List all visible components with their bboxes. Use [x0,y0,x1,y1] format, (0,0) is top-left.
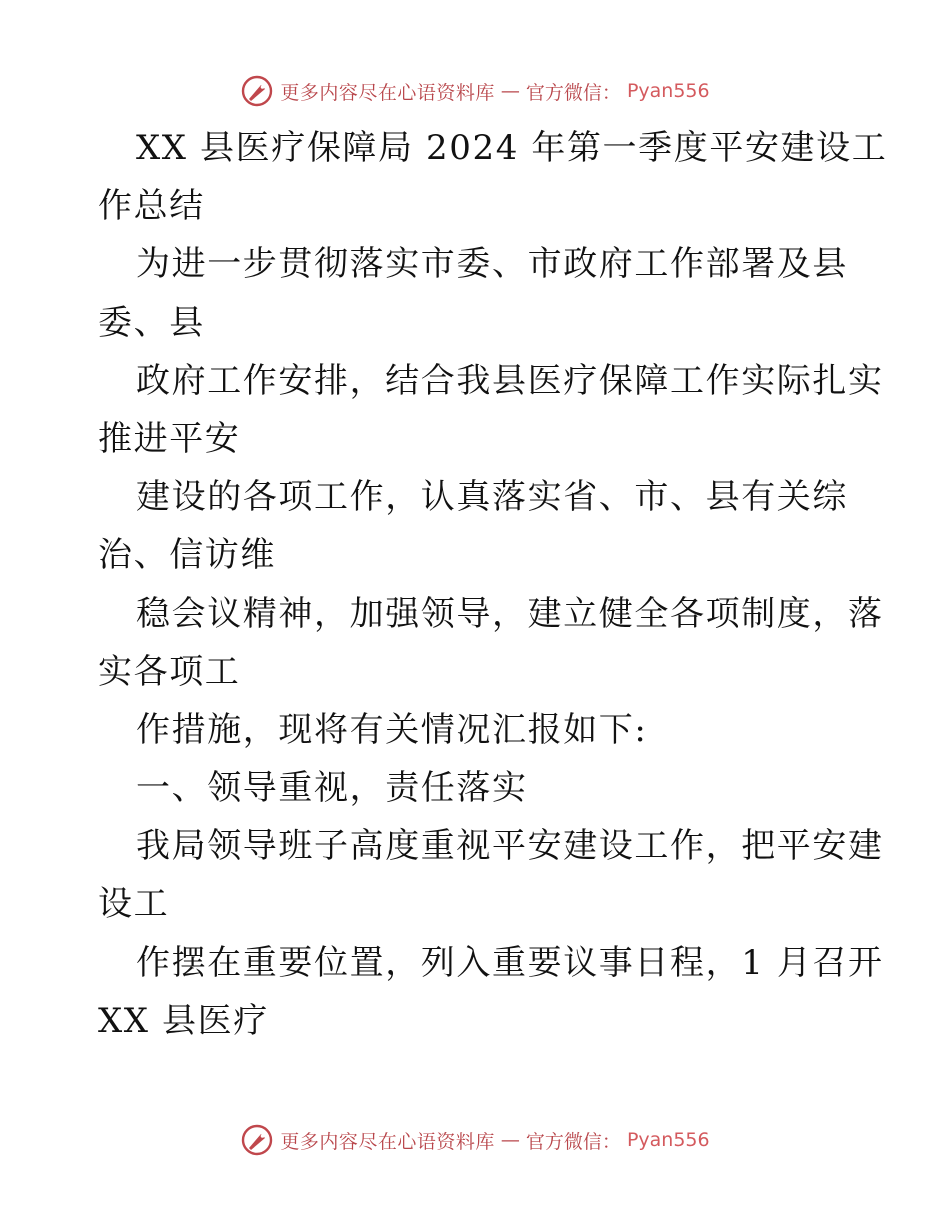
paragraph-line: 推进平安 [98,418,241,459]
pen-nib-logo-icon [240,74,274,108]
watermark-wechat-label: 官方微信： [525,1130,621,1153]
paragraph-line: XX 县医疗 [98,1000,269,1041]
paragraph-line: 为进一步贯彻落实市委、市政府工作部署及县 [136,244,848,285]
watermark-wechat-id: Pyan556 [626,1129,710,1151]
footer-watermark [0,1123,950,1157]
title-line-1: XX 县医疗保障局 2024 年第一季度平安建设工 [136,128,888,168]
paragraph-line: 实各项工 [98,651,241,692]
watermark-wechat-label: 官方微信： [525,81,621,104]
document-body [98,119,888,1050]
paragraph-line: 建设的各项工作，认真落实省、市、县有关综 [136,477,848,518]
header-watermark [0,74,950,108]
title-line-2: 作总结 [98,186,205,227]
paragraph-line: 稳会议精神，加强领导，建立健全各项制度，落 [136,593,884,634]
paragraph-line: 设工 [98,884,170,925]
section-heading: 一、领导重视，责任落实 [136,768,528,809]
watermark-text: 更多内容尽在心语资料库 [280,81,495,104]
watermark-dash: — [500,80,520,102]
watermark-dash: — [500,1129,520,1151]
watermark-wechat-id: Pyan556 [626,80,710,102]
paragraph-line: 治、信访维 [98,535,276,576]
watermark-text: 更多内容尽在心语资料库 [280,1130,495,1153]
paragraph-line: 作摆在重要位置，列入重要议事日程，1 月召开 [136,942,884,983]
paragraph-line: 我局领导班子高度重视平安建设工作，把平安建 [136,826,884,867]
pen-nib-logo-icon [240,1123,274,1157]
paragraph-line: 委、县 [98,302,205,343]
paragraph-line: 政府工作安排，结合我县医疗保障工作实际扎实 [136,360,884,401]
paragraph-line: 作措施，现将有关情况汇报如下: [136,709,648,750]
